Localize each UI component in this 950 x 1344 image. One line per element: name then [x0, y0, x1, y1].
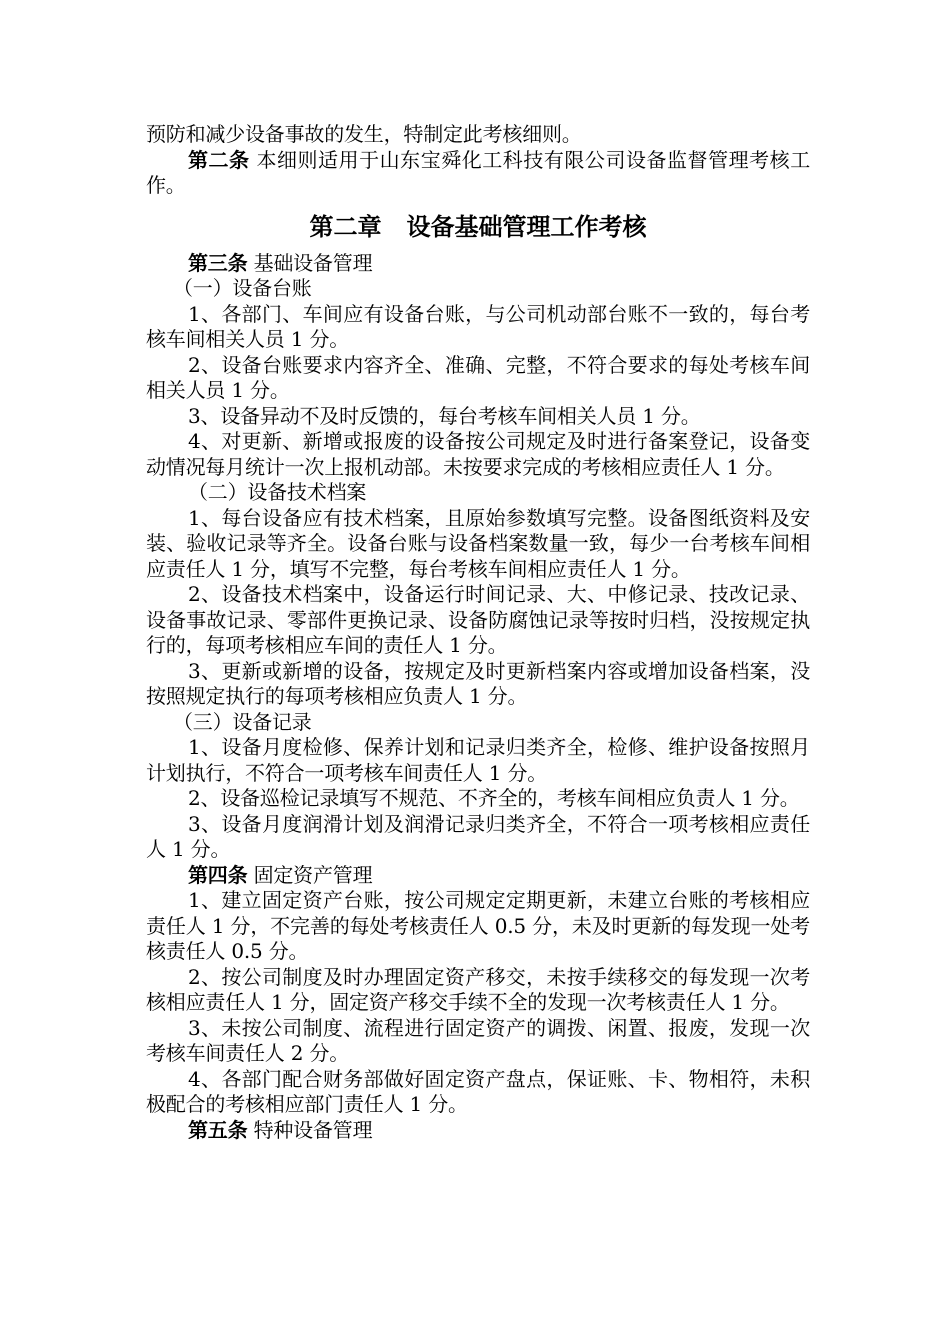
article-4-label: 第四条 — [188, 862, 248, 887]
art4-item-2: 2、按公司制度及时办理固定资产移交，未按手续移交的每发现一次考核相应责任人 1 分，固定资产移交手续不全的发现一次考核责任人 1 分。 — [146, 964, 810, 1014]
sec1-item-1: 1、各部门、车间应有设备台账，与公司机动部台账不一致的，每台考核车间相关人员 1 分。 — [146, 301, 810, 351]
sec2-item-2: 2、设备技术档案中，设备运行时间记录、大、中修记录、技改记录、设备事故记录、零部件更换记录、设备防腐蚀记录等按时归档，没按规定执行的，每项考核相应车间的责任人 1 分。 — [146, 582, 810, 657]
sec3-item-3: 3、设备月度润滑计划及润滑记录归类齐全，不符合一项考核相应责任人 1 分。 — [146, 811, 810, 861]
sec3-item-1: 1、设备月度检修、保养计划和记录归类齐全，检修、维护设备按照月计划执行，不符合一项考核车间责任人 1 分。 — [146, 735, 810, 785]
section-3-title: （三）设备记录 — [173, 709, 312, 734]
section-2-title: （二）设备技术档案 — [188, 480, 367, 504]
sec1-item-4: 4、对更新、新增或报废的设备按公司规定及时进行备案登记，设备变动情况每月统计一次上报机动部。未按要求完成的考核相应责任人 1 分。 — [146, 429, 810, 479]
article-5-text: 特种设备管理 — [247, 1117, 373, 1142]
article-3-label: 第三条 — [188, 250, 248, 275]
sec1-item-2: 2、设备台账要求内容齐全、准确、完整，不符合要求的每处考核车间相关人员 1 分。 — [146, 352, 810, 402]
article-5-label: 第五条 — [188, 1117, 248, 1142]
sec3-item-2: 2、设备巡检记录填写不规范、不齐全的，考核车间相应负责人 1 分。 — [188, 786, 800, 810]
sec2-item-1: 1、每台设备应有技术档案，且原始参数填写完整。设备图纸资料及安装、验收记录等齐全。设备台账与设备档案数量一致，每少一台考核车间相应责任人 1 分，填写不完整，每台考核车间相应责任人 1 分。 — [146, 505, 810, 581]
article-4-text: 固定资产管理 — [247, 862, 373, 887]
section-1-title: （一）设备台账 — [173, 276, 312, 300]
art4-item-3: 3、未按公司制度、流程进行固定资产的调拨、闲置、报废，发现一次考核车间责任人 2 分。 — [146, 1015, 810, 1065]
sec1-item-3: 3、设备异动不及时反馈的，每台考核车间相关人员 1 分。 — [188, 403, 701, 428]
intro-tail-paragraph: 预防和减少设备事故的发生，特制定此考核细则。 — [146, 122, 582, 146]
article-5-paragraph — [146, 1118, 810, 1144]
art4-item-4: 4、各部门配合财务部做好固定资产盘点，保证账、卡、物相符，未积极配合的考核相应部门责任人 1 分。 — [146, 1066, 810, 1116]
document-body — [146, 122, 810, 1143]
article-2-paragraph — [146, 148, 810, 199]
article-2-text: 本细则适用于山东宝舜化工科技有限公司设备监督管理考核工作。 — [146, 147, 810, 197]
article-3-paragraph — [146, 251, 810, 277]
article-3-text: 基础设备管理 — [247, 250, 373, 275]
article-2-label: 第二条 — [188, 147, 250, 172]
chapter-2-title: 第二章 设备基础管理工作考核 — [309, 211, 647, 241]
art4-item-1: 1、建立固定资产台账，按公司规定定期更新，未建立台账的考核相应责任人 1 分，不完善的每处考核责任人 0.5 分，未及时更新的每发现一处考核责任人 0.5 分。 — [146, 888, 810, 963]
article-4-paragraph — [146, 863, 810, 889]
sec2-item-3: 3、更新或新增的设备，按规定及时更新档案内容或增加设备档案，没按照规定执行的每项考核相应负责人 1 分。 — [146, 658, 810, 708]
